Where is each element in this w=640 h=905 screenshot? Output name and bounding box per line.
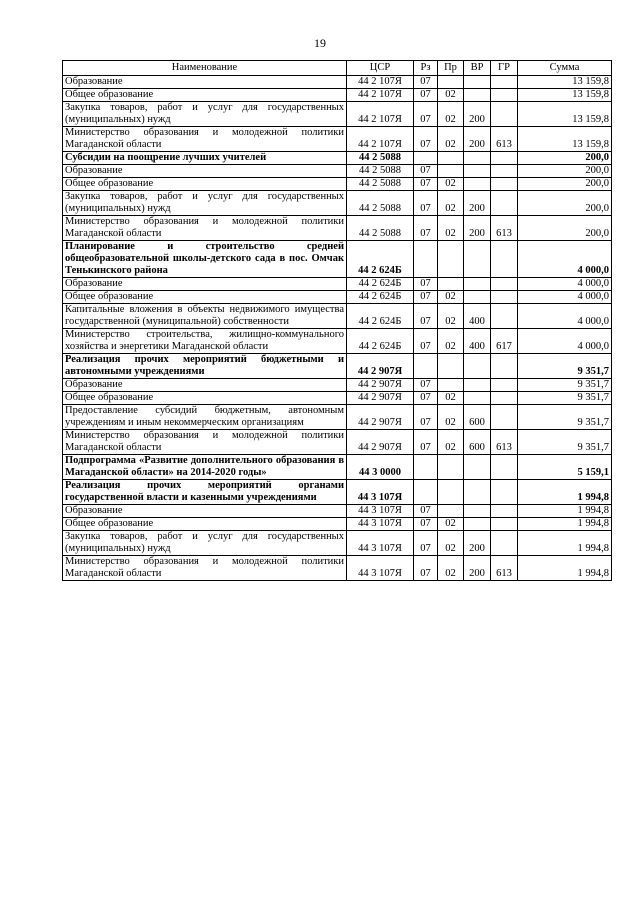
cell-sum: 13 159,8 bbox=[518, 127, 612, 152]
cell-rz: 07 bbox=[414, 405, 438, 430]
header-sum: Сумма bbox=[518, 61, 612, 76]
cell-pr: 02 bbox=[438, 531, 464, 556]
cell-vr bbox=[464, 392, 491, 405]
cell-sum: 9 351,7 bbox=[518, 392, 612, 405]
cell-name: Общее образование bbox=[63, 518, 347, 531]
cell-rz: 07 bbox=[414, 379, 438, 392]
cell-rz: 07 bbox=[414, 518, 438, 531]
table-row bbox=[63, 392, 612, 405]
header-csr: ЦСР bbox=[347, 61, 414, 76]
cell-gr bbox=[491, 89, 518, 102]
table-row bbox=[63, 354, 612, 379]
cell-rz: 07 bbox=[414, 291, 438, 304]
cell-sum: 1 994,8 bbox=[518, 531, 612, 556]
cell-name: Министерство образования и молодежной политики Магаданской области bbox=[63, 430, 347, 455]
cell-csr: 44 3 107Я bbox=[347, 505, 414, 518]
cell-pr: 02 bbox=[438, 216, 464, 241]
cell-name: Министерство образования и молодежной политики Магаданской области bbox=[63, 216, 347, 241]
cell-csr: 44 3 107Я bbox=[347, 556, 414, 581]
cell-csr: 44 2 107Я bbox=[347, 89, 414, 102]
cell-pr bbox=[438, 241, 464, 278]
table-row bbox=[63, 329, 612, 354]
cell-rz bbox=[414, 241, 438, 278]
cell-sum: 4 000,0 bbox=[518, 278, 612, 291]
cell-rz: 07 bbox=[414, 76, 438, 89]
cell-vr: 600 bbox=[464, 405, 491, 430]
cell-name: Общее образование bbox=[63, 178, 347, 191]
cell-gr: 613 bbox=[491, 127, 518, 152]
table-row bbox=[63, 216, 612, 241]
cell-sum: 200,0 bbox=[518, 165, 612, 178]
cell-vr bbox=[464, 165, 491, 178]
cell-sum: 5 159,1 bbox=[518, 455, 612, 480]
cell-rz: 07 bbox=[414, 89, 438, 102]
cell-rz: 07 bbox=[414, 102, 438, 127]
table-row bbox=[63, 89, 612, 102]
table-row bbox=[63, 191, 612, 216]
cell-gr bbox=[491, 241, 518, 278]
cell-csr: 44 2 5088 bbox=[347, 152, 414, 165]
cell-csr: 44 2 624Б bbox=[347, 291, 414, 304]
cell-pr: 02 bbox=[438, 329, 464, 354]
cell-gr: 613 bbox=[491, 556, 518, 581]
cell-gr bbox=[491, 405, 518, 430]
cell-name: Общее образование bbox=[63, 392, 347, 405]
cell-gr bbox=[491, 191, 518, 216]
cell-pr: 02 bbox=[438, 556, 464, 581]
header-vr: ВР bbox=[464, 61, 491, 76]
cell-gr bbox=[491, 518, 518, 531]
cell-rz: 07 bbox=[414, 505, 438, 518]
cell-vr: 400 bbox=[464, 329, 491, 354]
cell-pr: 02 bbox=[438, 304, 464, 329]
cell-pr: 02 bbox=[438, 518, 464, 531]
page-number: 19 bbox=[314, 36, 326, 50]
cell-sum: 4 000,0 bbox=[518, 291, 612, 304]
cell-vr: 200 bbox=[464, 102, 491, 127]
cell-gr bbox=[491, 304, 518, 329]
cell-sum: 9 351,7 bbox=[518, 405, 612, 430]
cell-sum: 1 994,8 bbox=[518, 556, 612, 581]
cell-csr: 44 2 107Я bbox=[347, 76, 414, 89]
cell-csr: 44 2 907Я bbox=[347, 379, 414, 392]
cell-csr: 44 2 624Б bbox=[347, 304, 414, 329]
cell-sum: 4 000,0 bbox=[518, 241, 612, 278]
cell-pr bbox=[438, 278, 464, 291]
cell-csr: 44 2 5088 bbox=[347, 165, 414, 178]
cell-name: Подпрограмма «Развитие дополнительного образования в Магаданской области» на 2014-2020 годы» bbox=[63, 455, 347, 480]
cell-gr: 617 bbox=[491, 329, 518, 354]
cell-pr: 02 bbox=[438, 102, 464, 127]
cell-vr bbox=[464, 76, 491, 89]
cell-csr: 44 2 907Я bbox=[347, 405, 414, 430]
cell-sum: 1 994,8 bbox=[518, 505, 612, 518]
table-row bbox=[63, 304, 612, 329]
cell-gr bbox=[491, 291, 518, 304]
cell-name: Образование bbox=[63, 76, 347, 89]
table-row bbox=[63, 430, 612, 455]
cell-name: Министерство строительства, жилищно-коммунального хозяйства и энергетики Магаданской области bbox=[63, 329, 347, 354]
cell-vr bbox=[464, 278, 491, 291]
cell-csr: 44 2 624Б bbox=[347, 278, 414, 291]
cell-gr bbox=[491, 480, 518, 505]
table-body bbox=[63, 76, 612, 581]
cell-csr: 44 3 107Я bbox=[347, 531, 414, 556]
cell-name: Закупка товаров, работ и услуг для государственных (муниципальных) нужд bbox=[63, 531, 347, 556]
table-header-row bbox=[63, 61, 612, 76]
header-rz: Рз bbox=[414, 61, 438, 76]
cell-rz: 07 bbox=[414, 531, 438, 556]
cell-gr bbox=[491, 531, 518, 556]
table-row bbox=[63, 178, 612, 191]
cell-gr bbox=[491, 505, 518, 518]
table-row bbox=[63, 241, 612, 278]
cell-csr: 44 2 107Я bbox=[347, 102, 414, 127]
cell-csr: 44 2 907Я bbox=[347, 392, 414, 405]
cell-csr: 44 3 107Я bbox=[347, 480, 414, 505]
cell-gr: 613 bbox=[491, 216, 518, 241]
table-row bbox=[63, 405, 612, 430]
cell-vr: 200 bbox=[464, 556, 491, 581]
budget-table bbox=[62, 60, 612, 581]
cell-sum: 200,0 bbox=[518, 216, 612, 241]
cell-csr: 44 2 5088 bbox=[347, 216, 414, 241]
header-pr: Пр bbox=[438, 61, 464, 76]
cell-name: Образование bbox=[63, 165, 347, 178]
table-row bbox=[63, 278, 612, 291]
cell-gr bbox=[491, 165, 518, 178]
cell-gr bbox=[491, 278, 518, 291]
cell-vr: 200 bbox=[464, 191, 491, 216]
cell-vr bbox=[464, 89, 491, 102]
cell-pr: 02 bbox=[438, 89, 464, 102]
cell-gr bbox=[491, 455, 518, 480]
cell-rz: 07 bbox=[414, 178, 438, 191]
cell-name: Образование bbox=[63, 379, 347, 392]
cell-rz: 07 bbox=[414, 191, 438, 216]
cell-pr bbox=[438, 165, 464, 178]
cell-name: Предоставление субсидий бюджетным, автономным учреждениям и иным некоммерческим организациям bbox=[63, 405, 347, 430]
cell-pr: 02 bbox=[438, 291, 464, 304]
cell-vr: 200 bbox=[464, 127, 491, 152]
cell-pr bbox=[438, 455, 464, 480]
cell-pr bbox=[438, 354, 464, 379]
table-row bbox=[63, 127, 612, 152]
cell-pr: 02 bbox=[438, 430, 464, 455]
table-row bbox=[63, 556, 612, 581]
cell-rz: 07 bbox=[414, 278, 438, 291]
cell-name: Реализация прочих мероприятий органами государственной власти и казенными учреждениями bbox=[63, 480, 347, 505]
cell-name: Планирование и строительство средней общеобразовательной школы-детского сада в пос. Омчак Тенькинского района bbox=[63, 241, 347, 278]
cell-sum: 200,0 bbox=[518, 152, 612, 165]
cell-gr bbox=[491, 379, 518, 392]
cell-csr: 44 2 624Б bbox=[347, 329, 414, 354]
cell-vr bbox=[464, 291, 491, 304]
cell-name: Общее образование bbox=[63, 89, 347, 102]
cell-csr: 44 2 107Я bbox=[347, 127, 414, 152]
cell-rz: 07 bbox=[414, 216, 438, 241]
cell-vr: 200 bbox=[464, 531, 491, 556]
cell-rz: 07 bbox=[414, 127, 438, 152]
cell-pr bbox=[438, 379, 464, 392]
table-row bbox=[63, 152, 612, 165]
cell-vr bbox=[464, 480, 491, 505]
table-row bbox=[63, 165, 612, 178]
cell-gr bbox=[491, 392, 518, 405]
cell-pr bbox=[438, 76, 464, 89]
cell-pr bbox=[438, 480, 464, 505]
cell-vr bbox=[464, 455, 491, 480]
cell-pr: 02 bbox=[438, 405, 464, 430]
cell-pr: 02 bbox=[438, 191, 464, 216]
table-row bbox=[63, 455, 612, 480]
cell-pr: 02 bbox=[438, 127, 464, 152]
cell-sum: 13 159,8 bbox=[518, 89, 612, 102]
cell-sum: 200,0 bbox=[518, 178, 612, 191]
cell-pr: 02 bbox=[438, 392, 464, 405]
cell-vr bbox=[464, 379, 491, 392]
header-gr: ГР bbox=[491, 61, 518, 76]
cell-csr: 44 2 5088 bbox=[347, 178, 414, 191]
cell-name: Министерство образования и молодежной политики Магаданской области bbox=[63, 556, 347, 581]
cell-vr bbox=[464, 152, 491, 165]
cell-vr bbox=[464, 354, 491, 379]
cell-rz: 07 bbox=[414, 304, 438, 329]
table-row bbox=[63, 531, 612, 556]
table-row bbox=[63, 505, 612, 518]
cell-vr bbox=[464, 241, 491, 278]
cell-vr: 400 bbox=[464, 304, 491, 329]
cell-gr bbox=[491, 152, 518, 165]
cell-sum: 4 000,0 bbox=[518, 304, 612, 329]
table-row bbox=[63, 291, 612, 304]
cell-csr: 44 2 5088 bbox=[347, 191, 414, 216]
cell-gr bbox=[491, 354, 518, 379]
cell-csr: 44 2 907Я bbox=[347, 430, 414, 455]
cell-rz: 07 bbox=[414, 556, 438, 581]
cell-vr bbox=[464, 518, 491, 531]
cell-sum: 9 351,7 bbox=[518, 379, 612, 392]
cell-gr: 613 bbox=[491, 430, 518, 455]
table-row bbox=[63, 518, 612, 531]
cell-sum: 9 351,7 bbox=[518, 430, 612, 455]
cell-name: Закупка товаров, работ и услуг для государственных (муниципальных) нужд bbox=[63, 102, 347, 127]
header-name: Наименование bbox=[63, 61, 347, 76]
cell-name: Министерство образования и молодежной политики Магаданской области bbox=[63, 127, 347, 152]
cell-rz: 07 bbox=[414, 430, 438, 455]
cell-vr bbox=[464, 178, 491, 191]
cell-rz bbox=[414, 354, 438, 379]
cell-sum: 1 994,8 bbox=[518, 518, 612, 531]
cell-rz bbox=[414, 455, 438, 480]
cell-name: Закупка товаров, работ и услуг для государственных (муниципальных) нужд bbox=[63, 191, 347, 216]
cell-gr bbox=[491, 76, 518, 89]
table-row bbox=[63, 76, 612, 89]
cell-rz: 07 bbox=[414, 165, 438, 178]
cell-name: Образование bbox=[63, 505, 347, 518]
cell-name: Капитальные вложения в объекты недвижимого имущества государственной (муниципальной) собственности bbox=[63, 304, 347, 329]
table-row bbox=[63, 480, 612, 505]
cell-sum: 200,0 bbox=[518, 191, 612, 216]
cell-name: Реализация прочих мероприятий бюджетными и автономными учреждениями bbox=[63, 354, 347, 379]
table-row bbox=[63, 379, 612, 392]
cell-gr bbox=[491, 178, 518, 191]
cell-csr: 44 3 0000 bbox=[347, 455, 414, 480]
cell-rz bbox=[414, 480, 438, 505]
cell-sum: 4 000,0 bbox=[518, 329, 612, 354]
cell-sum: 13 159,8 bbox=[518, 76, 612, 89]
cell-csr: 44 2 624Б bbox=[347, 241, 414, 278]
cell-pr bbox=[438, 505, 464, 518]
cell-name: Общее образование bbox=[63, 291, 347, 304]
cell-sum: 9 351,7 bbox=[518, 354, 612, 379]
cell-csr: 44 2 907Я bbox=[347, 354, 414, 379]
cell-rz bbox=[414, 152, 438, 165]
table-row bbox=[63, 102, 612, 127]
cell-rz: 07 bbox=[414, 392, 438, 405]
cell-name: Образование bbox=[63, 278, 347, 291]
cell-gr bbox=[491, 102, 518, 127]
cell-rz: 07 bbox=[414, 329, 438, 354]
cell-vr: 200 bbox=[464, 216, 491, 241]
cell-pr bbox=[438, 152, 464, 165]
cell-pr: 02 bbox=[438, 178, 464, 191]
cell-vr: 600 bbox=[464, 430, 491, 455]
cell-sum: 1 994,8 bbox=[518, 480, 612, 505]
cell-sum: 13 159,8 bbox=[518, 102, 612, 127]
cell-name: Субсидии на поощрение лучших учителей bbox=[63, 152, 347, 165]
cell-csr: 44 3 107Я bbox=[347, 518, 414, 531]
cell-vr bbox=[464, 505, 491, 518]
